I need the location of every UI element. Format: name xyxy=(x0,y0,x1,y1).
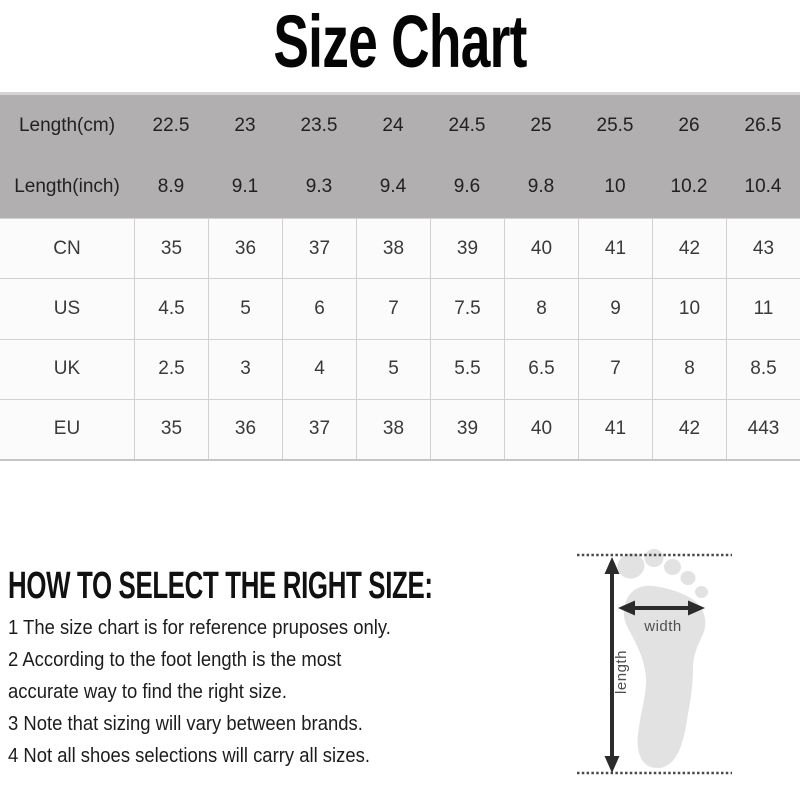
table-cell: 37 xyxy=(282,219,356,278)
table-cell: 40 xyxy=(504,219,578,278)
table-cell: 24 xyxy=(382,114,404,136)
table-cell: 25 xyxy=(530,114,552,136)
table-row xyxy=(0,399,800,461)
table-cell: 39 xyxy=(430,219,504,278)
table-cell: 8.5 xyxy=(726,340,800,399)
table-cell: 9.6 xyxy=(453,176,481,198)
table-cell: 26.5 xyxy=(744,114,782,136)
table-cell: 40 xyxy=(504,400,578,459)
table-cell: 8 xyxy=(504,279,578,338)
howto-section xyxy=(8,565,568,772)
table-row xyxy=(0,95,800,157)
howto-heading: HOW TO SELECT THE RIGHT SIZE: xyxy=(8,565,433,607)
note-line: 4 Not all shoes selections will carry all sizes. xyxy=(8,744,370,767)
row-label: EU xyxy=(53,418,81,440)
table-cell: 10.2 xyxy=(670,176,708,198)
table-cell: 36 xyxy=(208,219,282,278)
table-cell: 8 xyxy=(652,340,726,399)
table-cell: 22.5 xyxy=(152,114,190,136)
table-cell: 8.9 xyxy=(157,176,185,198)
row-label: US xyxy=(53,297,81,319)
table-cell: 42 xyxy=(652,219,726,278)
table-cell: 5 xyxy=(208,279,282,338)
table-cell: 11 xyxy=(726,279,800,338)
table-cell: 7.5 xyxy=(430,279,504,338)
howto-notes xyxy=(8,612,512,772)
table-cell: 443 xyxy=(726,400,800,459)
table-cell: 43 xyxy=(726,219,800,278)
table-cell: 9.1 xyxy=(231,176,259,198)
table-cell: 37 xyxy=(282,400,356,459)
table-row xyxy=(0,278,800,338)
table-cell: 9 xyxy=(578,279,652,338)
length-label: length xyxy=(613,650,630,694)
table-cell: 7 xyxy=(578,340,652,399)
table-cell: 10.4 xyxy=(744,176,782,198)
table-cell: 3 xyxy=(208,340,282,399)
table-cell: 10 xyxy=(604,176,626,198)
note-line: 3 Note that sizing will vary between brands. xyxy=(8,712,363,735)
table-cell: 23.5 xyxy=(300,114,338,136)
table-cell: 41 xyxy=(578,400,652,459)
row-label: Length(cm) xyxy=(18,114,116,136)
table-cell: 25.5 xyxy=(596,114,634,136)
table-cell: 42 xyxy=(652,400,726,459)
table-cell: 38 xyxy=(356,219,430,278)
table-cell: 39 xyxy=(430,400,504,459)
table-cell: 2.5 xyxy=(134,340,208,399)
note-line: 1 The size chart is for reference pruposes only. xyxy=(8,616,391,639)
table-cell: 36 xyxy=(208,400,282,459)
note-line: 2 According to the foot length is the most xyxy=(8,648,342,671)
foot-measure-diagram xyxy=(560,530,800,800)
table-cell: 35 xyxy=(134,219,208,278)
table-cell: 4 xyxy=(282,340,356,399)
table-cell: 24.5 xyxy=(448,114,486,136)
table-cell: 6.5 xyxy=(504,340,578,399)
row-label: Length(inch) xyxy=(14,176,120,198)
table-cell: 41 xyxy=(578,219,652,278)
table-cell: 38 xyxy=(356,400,430,459)
table-cell: 10 xyxy=(652,279,726,338)
table-cell: 9.4 xyxy=(379,176,407,198)
size-table xyxy=(0,92,800,461)
table-row xyxy=(0,339,800,399)
table-cell: 6 xyxy=(282,279,356,338)
table-cell: 9.3 xyxy=(305,176,333,198)
table-cell: 26 xyxy=(678,114,700,136)
page-title: Size Chart xyxy=(273,0,527,83)
table-cell: 7 xyxy=(356,279,430,338)
table-cell: 5.5 xyxy=(430,340,504,399)
table-row xyxy=(0,157,800,219)
table-row xyxy=(0,218,800,278)
table-cell: 35 xyxy=(134,400,208,459)
row-label: UK xyxy=(53,358,81,380)
table-cell: 5 xyxy=(356,340,430,399)
table-cell: 4.5 xyxy=(134,279,208,338)
table-cell: 9.8 xyxy=(527,176,555,198)
width-label: width xyxy=(644,618,682,635)
table-cell: 23 xyxy=(234,114,256,136)
note-line: accurate way to find the right size. xyxy=(8,680,287,703)
row-label: CN xyxy=(53,237,81,259)
